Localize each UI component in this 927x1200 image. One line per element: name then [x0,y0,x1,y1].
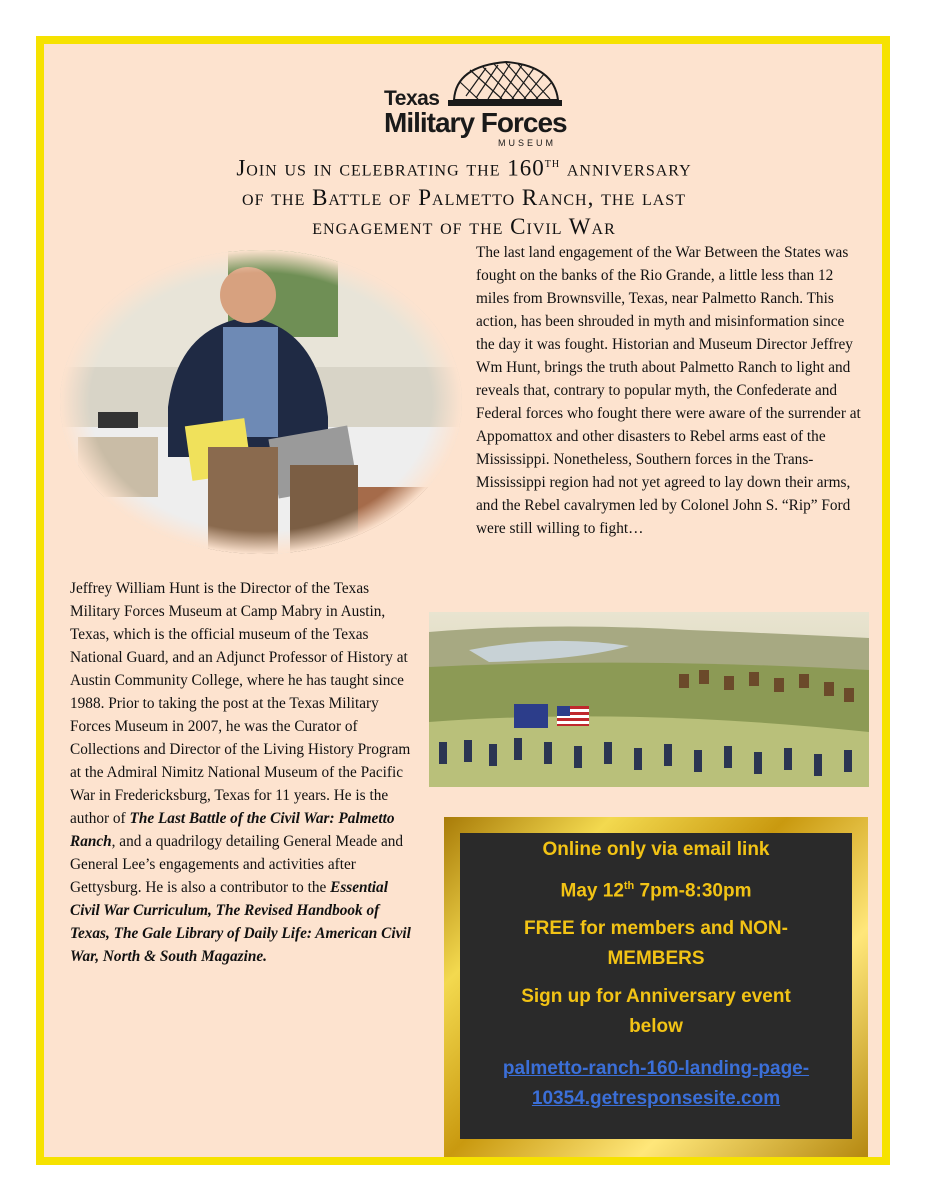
museum-logo [384,56,624,146]
headline-part2: anniversary [560,155,692,181]
headline-sup: th [544,156,561,171]
cta-free: FREE for members and NON-MEMBERS [524,918,788,970]
signup-panel [444,817,868,1157]
headline-line3: engagement of the Civil War [312,213,616,239]
author-photo [58,247,465,557]
bio-text-1: Jeffrey William Hunt is the Director of the Texas Military Forces Museum at Camp Mabry in Austin, Texas, which is the official museum of the Texas National Guard, and an Adjunct Professor of History at Austin Community College, where he has taught since 1988. Prior to taking the post at the Texas Military Forces Museum in 2007, he was the Curator of Collections and Director of the Living History Program at the Admiral Nimitz National Museum of the Pacific War in Fredericksburg, Texas for 11 years. He is the author of [70,580,411,827]
event-description: The last land engagement of the War Between the States was fought on the banks of the Rio Grande, a little less than 12 miles from Brownsville, Texas, near Palmetto Ranch. This action, has been shrouded in myth and misinformation since the day it was fought. Historian and Museum Director Jeffrey Wm Hunt, brings the truth about Palmetto Ranch to light and reveals that, contrary to popular myth, the Confederate and Federal forces who fought there were aware of the surrender at Appomattox and other disasters to Rebel arms east of the Mississippi. Nonetheless, Southern forces in the Trans-Mississippi region had not yet agreed to lay down their arms, and the Rebel cavalrymen led by Colonel John S. “Rip” Ford were still willing to fight… [476,244,861,537]
bio-book-title: The Last Battle of the Civil War: Palmetto Ranch [70,810,395,850]
signup-link[interactable]: palmetto-ranch-160-landing-page-10354.getresponsesite.com [502,1058,810,1110]
cta-online: Online only via email link [542,839,770,860]
cta-date-sup: th [623,880,635,892]
signup-panel-content [460,833,852,1139]
flyer [36,36,890,1165]
battle-painting [429,612,869,787]
headline-line2: of the Battle of Palmetto Ranch, the last [242,184,686,210]
cta-signup: Sign up for Anniversary event below [521,986,791,1038]
helmet-icon [446,56,564,112]
cta-date [460,871,852,906]
author-bio [70,577,414,968]
headline-part1: Join us in celebrating the 160 [236,155,545,181]
bio-text-2: , and a quadrilogy detailing General Meade and General Lee’s engagements and activities after Gettysburg. He is also a contributor to the [70,833,404,896]
bio-works: Essential Civil War Curriculum, The Revised Handbook of Texas, The Gale Library of Daily Life: American Civil War, North & South Magazine. [70,879,411,965]
cta-date-post: 7pm-8:30pm [634,880,752,902]
logo-museum: MUSEUM [498,138,556,148]
logo-texas: Texas [384,87,440,110]
cta-date-pre: May 12 [560,880,624,902]
headline [84,149,844,241]
logo-military-forces: Military Forces [384,107,567,138]
